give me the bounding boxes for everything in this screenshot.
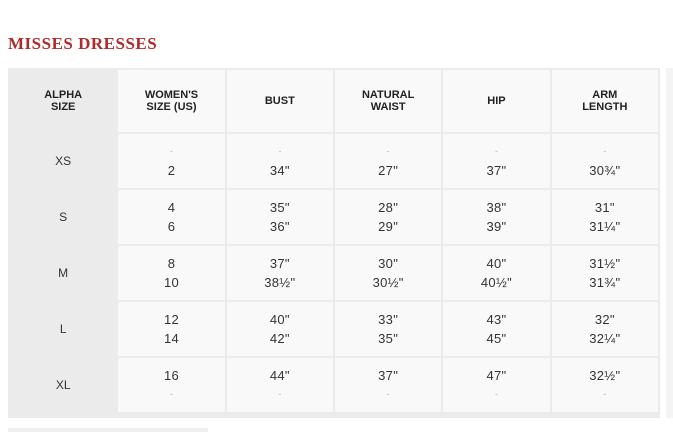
hip-value: -	[494, 389, 498, 399]
arm-value: 32½"	[589, 368, 621, 383]
bust-value: 44"	[269, 368, 290, 383]
hip-cell	[443, 302, 549, 356]
hip-value: 43"	[486, 312, 507, 327]
header-row	[10, 70, 658, 132]
womens-cell	[118, 190, 224, 244]
waist-cell	[335, 246, 441, 300]
alpha-size-cell: M	[10, 246, 116, 300]
womens-value: -	[169, 146, 173, 156]
womens-value: 10	[163, 275, 180, 290]
waist-value: 27"	[378, 163, 399, 178]
hip-value: -	[494, 146, 498, 156]
bust-value: 35"	[269, 200, 290, 215]
arm-cell	[552, 190, 658, 244]
womens-value: 6	[167, 219, 176, 234]
waist-cell	[335, 190, 441, 244]
hip-value: 40½"	[480, 275, 513, 290]
arm-value: -	[603, 146, 607, 156]
womens-cell	[118, 134, 224, 188]
bust-cell	[227, 190, 333, 244]
table-row	[10, 358, 658, 412]
table-row	[10, 190, 658, 244]
waist-value: 30½"	[372, 275, 404, 290]
table-row	[10, 302, 658, 356]
header-natural-waist: NATURAL WAIST	[335, 70, 441, 132]
header-alpha-size: ALPHA SIZE	[10, 70, 116, 132]
header-arm-length: ARM LENGTH	[552, 70, 658, 132]
waist-value: 30"	[378, 256, 399, 271]
hip-value: 39"	[486, 219, 507, 234]
arm-value: 31¼"	[589, 219, 621, 234]
bust-cell	[227, 134, 333, 188]
header-bust: BUST	[227, 70, 333, 132]
waist-value: 37"	[378, 368, 399, 383]
bust-value: 34"	[269, 163, 290, 178]
arm-value: 31¾"	[589, 275, 621, 290]
womens-cell	[118, 246, 224, 300]
arm-value: 32¼"	[589, 331, 621, 346]
bust-value: -	[278, 389, 282, 399]
scroll-edge	[666, 68, 673, 418]
arm-cell	[552, 302, 658, 356]
waist-value: 29"	[378, 219, 399, 234]
page-title: MISSES DRESSES	[8, 34, 158, 53]
size-table	[8, 68, 660, 414]
hip-value: 40"	[486, 256, 507, 271]
waist-value: -	[386, 146, 390, 156]
womens-cell	[118, 302, 224, 356]
waist-value: 33"	[378, 312, 399, 327]
waist-cell	[335, 302, 441, 356]
hip-value: 38"	[486, 200, 507, 215]
arm-value: 30¾"	[589, 163, 621, 178]
arm-value: 32"	[594, 312, 615, 327]
size-table-container	[8, 68, 660, 418]
womens-value: 2	[167, 163, 176, 178]
arm-value: 31½"	[589, 256, 621, 271]
womens-value: 12	[163, 312, 180, 327]
alpha-size-cell: XS	[10, 134, 116, 188]
hip-value: 47"	[486, 368, 507, 383]
arm-cell	[552, 358, 658, 412]
alpha-size-cell: XL	[10, 358, 116, 412]
waist-value: 35"	[378, 331, 399, 346]
waist-cell	[335, 358, 441, 412]
womens-value: 8	[167, 256, 176, 271]
waist-value: -	[386, 389, 390, 399]
bust-cell	[227, 302, 333, 356]
hip-cell	[443, 190, 549, 244]
arm-value: -	[603, 389, 607, 399]
womens-cell	[118, 358, 224, 412]
hip-cell	[443, 246, 549, 300]
waist-cell	[335, 134, 441, 188]
table-row	[10, 134, 658, 188]
hip-cell	[443, 358, 549, 412]
bust-cell	[227, 358, 333, 412]
bust-value: 37"	[269, 256, 290, 271]
bust-value: 40"	[269, 312, 290, 327]
header-womens-size: WOMEN'S SIZE (US)	[118, 70, 224, 132]
bust-value: 38½"	[264, 275, 296, 290]
arm-cell	[552, 134, 658, 188]
waist-value: 28"	[378, 200, 399, 215]
arm-cell	[552, 246, 658, 300]
footer-fade	[8, 428, 208, 432]
bust-value: 42"	[269, 331, 290, 346]
hip-cell	[443, 134, 549, 188]
arm-value: 31"	[594, 200, 615, 215]
bust-value: 36"	[269, 219, 290, 234]
hip-value: 45"	[486, 331, 507, 346]
bust-cell	[227, 246, 333, 300]
womens-value: -	[169, 389, 173, 399]
womens-value: 16	[163, 368, 180, 383]
header-hip: HIP	[443, 70, 549, 132]
alpha-size-cell: S	[10, 190, 116, 244]
alpha-size-cell: L	[10, 302, 116, 356]
bust-value: -	[278, 146, 282, 156]
table-row	[10, 246, 658, 300]
womens-value: 14	[163, 331, 180, 346]
womens-value: 4	[167, 200, 176, 215]
hip-value: 37"	[486, 163, 507, 178]
